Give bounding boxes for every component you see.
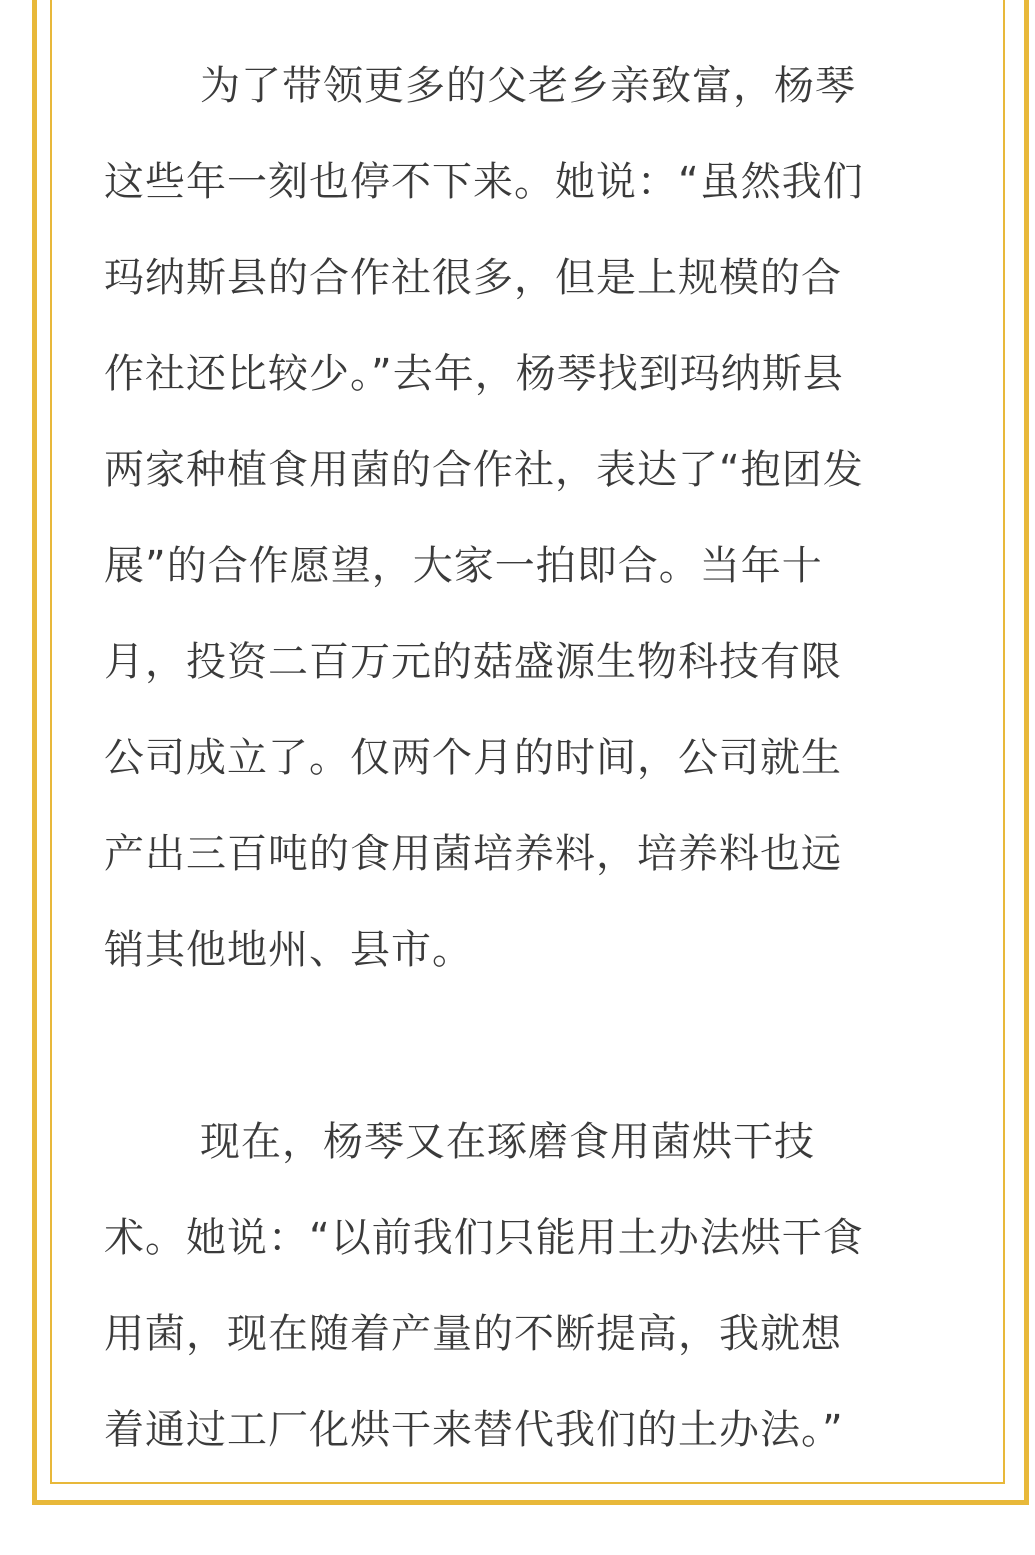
text-line: 两家种植食用菌的合作社，表达了“抱团发 xyxy=(104,447,864,493)
text-line: 为了带领更多的父老乡亲致富，杨琴 xyxy=(200,63,856,109)
text-line: 玛纳斯县的合作社很多，但是上规模的合 xyxy=(104,255,842,301)
text-line: 作社还比较少。”去年，杨琴找到玛纳斯县 xyxy=(104,351,844,397)
text-line: 月，投资二百万元的菇盛源生物科技有限 xyxy=(104,639,842,685)
text-line: 术。她说：“以前我们只能用土办法烘干食 xyxy=(104,1215,864,1261)
text-line: 销其他地州、县市。 xyxy=(104,927,473,973)
article-body xyxy=(104,38,944,1478)
paragraph-2 xyxy=(104,1094,944,1478)
text-line: 展”的合作愿望，大家一拍即合。当年十 xyxy=(104,543,823,589)
text-line: 这些年一刻也停不下来。她说：“虽然我们 xyxy=(104,159,864,205)
text-line: 着通过工厂化烘干来替代我们的土办法。” xyxy=(104,1407,844,1453)
text-line: 用菌，现在随着产量的不断提高，我就想 xyxy=(104,1311,842,1357)
text-line: 公司成立了。仅两个月的时间，公司就生 xyxy=(104,735,842,781)
text-line: 产出三百吨的食用菌培养料，培养料也远 xyxy=(104,831,842,877)
text-line: 现在，杨琴又在琢磨食用菌烘干技 xyxy=(200,1119,815,1165)
paragraph-spacer xyxy=(104,998,944,1094)
paragraph-1 xyxy=(104,38,944,998)
